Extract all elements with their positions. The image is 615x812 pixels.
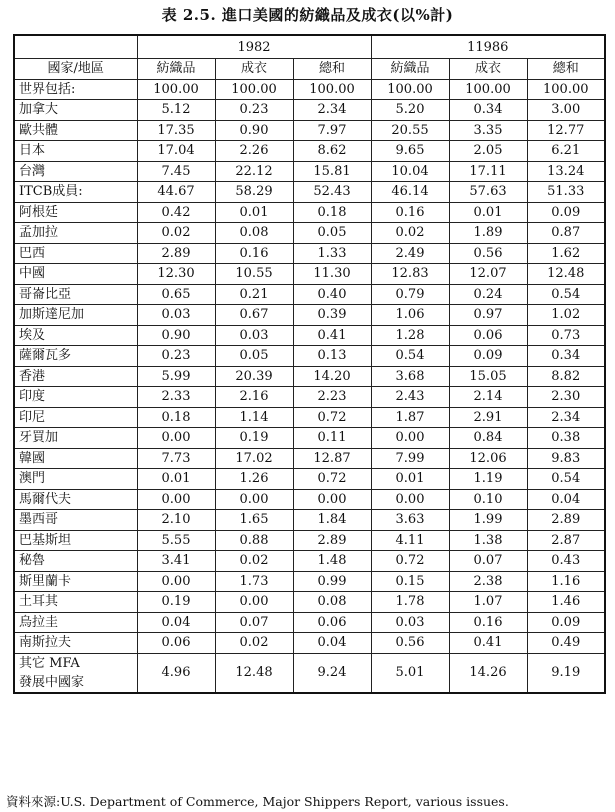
- value-cell: 0.54: [371, 346, 449, 367]
- table-row: [14, 387, 605, 408]
- value-cell: 0.01: [215, 202, 293, 223]
- value-cell: 2.87: [527, 530, 605, 551]
- value-cell: 9.19: [527, 653, 605, 693]
- table-row: [14, 612, 605, 633]
- value-cell: 0.16: [449, 612, 527, 633]
- table-row: [14, 325, 605, 346]
- table-row: [14, 202, 605, 223]
- value-cell: 3.41: [137, 551, 215, 572]
- value-cell: 1.06: [371, 305, 449, 326]
- value-cell: 100.00: [137, 79, 215, 100]
- value-cell: 9.65: [371, 141, 449, 162]
- value-cell: 12.07: [449, 264, 527, 285]
- value-cell: 0.23: [137, 346, 215, 367]
- value-cell: 15.81: [293, 161, 371, 182]
- value-cell: 0.90: [215, 120, 293, 141]
- value-cell: 7.99: [371, 448, 449, 469]
- value-cell: 7.45: [137, 161, 215, 182]
- row-label: 香港: [14, 366, 137, 387]
- value-cell: 0.79: [371, 284, 449, 305]
- value-cell: 0.02: [137, 223, 215, 244]
- value-cell: 1.38: [449, 530, 527, 551]
- value-cell: 1.78: [371, 592, 449, 613]
- value-cell: 0.42: [137, 202, 215, 223]
- value-cell: 2.38: [449, 571, 527, 592]
- value-cell: 0.72: [293, 407, 371, 428]
- row-label: 薩爾瓦多: [14, 346, 137, 367]
- value-cell: 17.35: [137, 120, 215, 141]
- table-row: [14, 592, 605, 613]
- value-cell: 0.34: [527, 346, 605, 367]
- value-cell: 3.00: [527, 100, 605, 121]
- value-cell: 0.08: [215, 223, 293, 244]
- table-row: [14, 489, 605, 510]
- row-label: 歐共體: [14, 120, 137, 141]
- value-cell: 12.48: [215, 653, 293, 693]
- value-cell: 0.87: [527, 223, 605, 244]
- value-cell: 2.05: [449, 141, 527, 162]
- value-cell: 2.34: [527, 407, 605, 428]
- value-cell: 2.43: [371, 387, 449, 408]
- row-label: 印度: [14, 387, 137, 408]
- table-row: [14, 469, 605, 490]
- value-cell: 2.10: [137, 510, 215, 531]
- value-cell: 0.01: [371, 469, 449, 490]
- import-share-table: [13, 34, 606, 694]
- value-cell: 0.15: [371, 571, 449, 592]
- table-row: [14, 243, 605, 264]
- table-row: [14, 407, 605, 428]
- value-cell: 2.49: [371, 243, 449, 264]
- value-cell: 100.00: [371, 79, 449, 100]
- value-cell: 2.30: [527, 387, 605, 408]
- value-cell: 0.67: [215, 305, 293, 326]
- table-row: [14, 633, 605, 654]
- year-header-row: [14, 35, 605, 59]
- value-cell: 0.13: [293, 346, 371, 367]
- value-cell: 0.02: [371, 223, 449, 244]
- value-cell: 0.06: [293, 612, 371, 633]
- value-cell: 2.16: [215, 387, 293, 408]
- value-cell: 1.28: [371, 325, 449, 346]
- value-cell: 17.04: [137, 141, 215, 162]
- value-cell: 2.26: [215, 141, 293, 162]
- value-cell: 1.48: [293, 551, 371, 572]
- value-cell: 0.00: [371, 428, 449, 449]
- value-cell: 13.24: [527, 161, 605, 182]
- value-cell: 10.04: [371, 161, 449, 182]
- value-cell: 20.39: [215, 366, 293, 387]
- value-cell: 0.43: [527, 551, 605, 572]
- value-cell: 5.99: [137, 366, 215, 387]
- value-cell: 0.02: [215, 551, 293, 572]
- table-row: [14, 510, 605, 531]
- value-cell: 2.34: [293, 100, 371, 121]
- row-label: 南斯拉夫: [14, 633, 137, 654]
- value-cell: 0.72: [293, 469, 371, 490]
- value-cell: 0.00: [215, 592, 293, 613]
- value-cell: 8.62: [293, 141, 371, 162]
- value-cell: 0.07: [449, 551, 527, 572]
- row-label: 加斯達尼加: [14, 305, 137, 326]
- table-row: [14, 264, 605, 285]
- value-cell: 0.16: [215, 243, 293, 264]
- value-cell: 0.49: [527, 633, 605, 654]
- value-cell: 0.23: [215, 100, 293, 121]
- value-cell: 1.87: [371, 407, 449, 428]
- table-row: [14, 141, 605, 162]
- value-cell: 0.56: [371, 633, 449, 654]
- value-cell: 0.03: [215, 325, 293, 346]
- value-cell: 0.90: [137, 325, 215, 346]
- value-cell: 0.16: [371, 202, 449, 223]
- value-cell: 12.48: [527, 264, 605, 285]
- row-label: 巴基斯坦: [14, 530, 137, 551]
- value-cell: 0.00: [371, 489, 449, 510]
- row-label: 牙買加: [14, 428, 137, 449]
- column-header-textiles-1982: 紡織品: [137, 59, 215, 80]
- value-cell: 15.05: [449, 366, 527, 387]
- value-cell: 2.89: [293, 530, 371, 551]
- value-cell: 0.05: [215, 346, 293, 367]
- value-cell: 0.73: [527, 325, 605, 346]
- value-cell: 0.07: [215, 612, 293, 633]
- value-cell: 2.89: [137, 243, 215, 264]
- value-cell: 0.88: [215, 530, 293, 551]
- value-cell: 58.29: [215, 182, 293, 203]
- value-cell: 0.38: [527, 428, 605, 449]
- column-header-total-1986: 總和: [527, 59, 605, 80]
- value-cell: 3.63: [371, 510, 449, 531]
- row-label: 馬爾代夫: [14, 489, 137, 510]
- value-cell: 0.54: [527, 284, 605, 305]
- value-cell: 6.21: [527, 141, 605, 162]
- value-cell: 0.00: [137, 571, 215, 592]
- row-label: 印尼: [14, 407, 137, 428]
- row-label-line2: 發展中國家: [19, 674, 85, 690]
- value-cell: 100.00: [449, 79, 527, 100]
- row-label: 哥崙比亞: [14, 284, 137, 305]
- table-row: [14, 120, 605, 141]
- value-cell: 100.00: [527, 79, 605, 100]
- value-cell: 5.55: [137, 530, 215, 551]
- value-cell: 22.12: [215, 161, 293, 182]
- value-cell: 7.73: [137, 448, 215, 469]
- value-cell: 0.04: [137, 612, 215, 633]
- table-title: 表 2.5. 進口美國的紡織品及成衣(以%計): [161, 6, 454, 24]
- value-cell: 1.89: [449, 223, 527, 244]
- row-label: 日本: [14, 141, 137, 162]
- row-label: 墨西哥: [14, 510, 137, 531]
- value-cell: 1.26: [215, 469, 293, 490]
- value-cell: 4.11: [371, 530, 449, 551]
- table-row: [14, 366, 605, 387]
- value-cell: 2.89: [527, 510, 605, 531]
- value-cell: 1.02: [527, 305, 605, 326]
- value-cell: 0.01: [137, 469, 215, 490]
- empty-corner-cell: [14, 35, 137, 59]
- table-row: [14, 551, 605, 572]
- value-cell: 0.72: [371, 551, 449, 572]
- value-cell: 0.18: [137, 407, 215, 428]
- value-cell: 14.26: [449, 653, 527, 693]
- value-cell: 12.30: [137, 264, 215, 285]
- value-cell: 0.09: [449, 346, 527, 367]
- value-cell: 0.08: [293, 592, 371, 613]
- value-cell: 0.09: [527, 202, 605, 223]
- value-cell: 12.06: [449, 448, 527, 469]
- value-cell: 0.00: [293, 489, 371, 510]
- value-cell: 0.54: [527, 469, 605, 490]
- column-header-total-1982: 總和: [293, 59, 371, 80]
- value-cell: 1.46: [527, 592, 605, 613]
- value-cell: 1.07: [449, 592, 527, 613]
- value-cell: 1.33: [293, 243, 371, 264]
- row-label: 斯里蘭卡: [14, 571, 137, 592]
- column-header-apparel-1982: 成衣: [215, 59, 293, 80]
- value-cell: 0.24: [449, 284, 527, 305]
- value-cell: 57.63: [449, 182, 527, 203]
- row-label: 澳門: [14, 469, 137, 490]
- row-label: 阿根廷: [14, 202, 137, 223]
- value-cell: 2.91: [449, 407, 527, 428]
- value-cell: 3.68: [371, 366, 449, 387]
- row-label: [14, 653, 137, 693]
- value-cell: 46.14: [371, 182, 449, 203]
- value-cell: 0.04: [293, 633, 371, 654]
- table-row: [14, 530, 605, 551]
- row-label: 加拿大: [14, 100, 137, 121]
- value-cell: 0.39: [293, 305, 371, 326]
- source-note: 資料來源:U.S. Department of Commerce, Major Shippers Report, various issues.: [6, 794, 509, 809]
- value-cell: 52.43: [293, 182, 371, 203]
- row-label-line1: 其它 MFA: [19, 655, 80, 671]
- row-label: 秘魯: [14, 551, 137, 572]
- value-cell: 12.83: [371, 264, 449, 285]
- value-cell: 0.06: [137, 633, 215, 654]
- table-row-other-mfa: [14, 653, 605, 693]
- value-cell: 11.30: [293, 264, 371, 285]
- column-header-row: [14, 59, 605, 80]
- value-cell: 0.11: [293, 428, 371, 449]
- value-cell: 44.67: [137, 182, 215, 203]
- column-header-country: 國家/地區: [14, 59, 137, 80]
- value-cell: 0.97: [449, 305, 527, 326]
- value-cell: 10.55: [215, 264, 293, 285]
- value-cell: 51.33: [527, 182, 605, 203]
- value-cell: 0.34: [449, 100, 527, 121]
- value-cell: 0.19: [215, 428, 293, 449]
- value-cell: 1.16: [527, 571, 605, 592]
- value-cell: 5.12: [137, 100, 215, 121]
- value-cell: 0.10: [449, 489, 527, 510]
- value-cell: 1.99: [449, 510, 527, 531]
- value-cell: 1.19: [449, 469, 527, 490]
- value-cell: 8.82: [527, 366, 605, 387]
- table-row: [14, 79, 605, 100]
- value-cell: 17.02: [215, 448, 293, 469]
- row-label: 世界包括:: [14, 79, 137, 100]
- row-label: 烏拉圭: [14, 612, 137, 633]
- value-cell: 0.05: [293, 223, 371, 244]
- value-cell: 0.65: [137, 284, 215, 305]
- value-cell: 0.99: [293, 571, 371, 592]
- value-cell: 4.96: [137, 653, 215, 693]
- value-cell: 0.40: [293, 284, 371, 305]
- value-cell: 0.00: [137, 428, 215, 449]
- row-label: ITCB成員:: [14, 182, 137, 203]
- value-cell: 100.00: [215, 79, 293, 100]
- value-cell: 0.84: [449, 428, 527, 449]
- value-cell: 2.33: [137, 387, 215, 408]
- value-cell: 0.02: [215, 633, 293, 654]
- column-header-textiles-1986: 紡織品: [371, 59, 449, 80]
- table-row: [14, 428, 605, 449]
- value-cell: 1.65: [215, 510, 293, 531]
- table-row: [14, 305, 605, 326]
- value-cell: 1.14: [215, 407, 293, 428]
- value-cell: 9.83: [527, 448, 605, 469]
- table-row: [14, 571, 605, 592]
- row-label: 埃及: [14, 325, 137, 346]
- value-cell: 5.01: [371, 653, 449, 693]
- row-label: 台灣: [14, 161, 137, 182]
- value-cell: 7.97: [293, 120, 371, 141]
- row-label: 韓國: [14, 448, 137, 469]
- value-cell: 0.00: [215, 489, 293, 510]
- value-cell: 2.14: [449, 387, 527, 408]
- value-cell: 0.03: [371, 612, 449, 633]
- row-label: 孟加拉: [14, 223, 137, 244]
- value-cell: 5.20: [371, 100, 449, 121]
- value-cell: 0.19: [137, 592, 215, 613]
- value-cell: 20.55: [371, 120, 449, 141]
- value-cell: 100.00: [293, 79, 371, 100]
- table-row: [14, 182, 605, 203]
- value-cell: 0.03: [137, 305, 215, 326]
- value-cell: 0.06: [449, 325, 527, 346]
- value-cell: 9.24: [293, 653, 371, 693]
- value-cell: 0.00: [137, 489, 215, 510]
- value-cell: 2.23: [293, 387, 371, 408]
- table-row: [14, 223, 605, 244]
- value-cell: 0.18: [293, 202, 371, 223]
- table-row: [14, 161, 605, 182]
- value-cell: 0.56: [449, 243, 527, 264]
- table-row: [14, 448, 605, 469]
- row-label: 巴西: [14, 243, 137, 264]
- column-header-apparel-1986: 成衣: [449, 59, 527, 80]
- table-row: [14, 284, 605, 305]
- value-cell: 1.84: [293, 510, 371, 531]
- value-cell: 0.09: [527, 612, 605, 633]
- value-cell: 0.04: [527, 489, 605, 510]
- row-label: 土耳其: [14, 592, 137, 613]
- value-cell: 0.21: [215, 284, 293, 305]
- table-row: [14, 100, 605, 121]
- value-cell: 12.87: [293, 448, 371, 469]
- value-cell: 12.77: [527, 120, 605, 141]
- value-cell: 14.20: [293, 366, 371, 387]
- row-label: 中國: [14, 264, 137, 285]
- value-cell: 1.62: [527, 243, 605, 264]
- value-cell: 3.35: [449, 120, 527, 141]
- year-header-1982: 1982: [137, 35, 371, 59]
- value-cell: 0.41: [293, 325, 371, 346]
- year-header-1986: 11986: [371, 35, 605, 59]
- value-cell: 1.73: [215, 571, 293, 592]
- value-cell: 17.11: [449, 161, 527, 182]
- table-row: [14, 346, 605, 367]
- value-cell: 0.41: [449, 633, 527, 654]
- value-cell: 0.01: [449, 202, 527, 223]
